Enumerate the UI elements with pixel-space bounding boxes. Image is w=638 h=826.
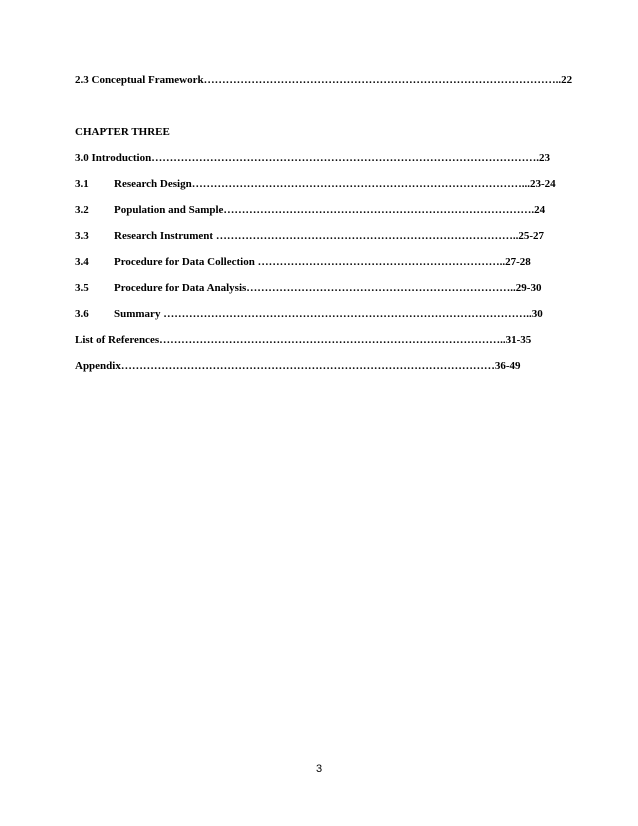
toc-entry-text: Procedure for Data Collection …………………………………………………………..27-28 bbox=[114, 256, 531, 268]
chapter-heading: CHAPTER THREE bbox=[75, 126, 170, 138]
toc-entry-text: Research Instrument ………………………………………………………………………..25-27 bbox=[114, 230, 545, 242]
toc-entry-references: List of References…………………………………………………………………………………..31-35 bbox=[75, 334, 532, 346]
toc-entry-text: Population and Sample………………………………………………………………………….24 bbox=[114, 204, 546, 216]
toc-entry-text: Summary ………………………………………………………………………………………..30 bbox=[114, 308, 543, 320]
toc-entry-number: 3.6 bbox=[75, 308, 89, 320]
toc-entry-3-5 bbox=[75, 281, 541, 295]
toc-entry-2-3: 2.3 Conceptual Framework……………………………………………………………………………………..22 bbox=[75, 74, 573, 86]
toc-entry-number: 3.5 bbox=[75, 282, 89, 294]
toc-entry-number: 3.1 bbox=[75, 178, 89, 190]
toc-entry-number: 3.3 bbox=[75, 230, 89, 242]
toc-entry-text: Research Design………………………………………………………………………………...23-24 bbox=[114, 178, 556, 190]
toc-entry-number: 3.2 bbox=[75, 204, 89, 216]
toc-entry-3-3 bbox=[75, 229, 544, 243]
page-number: 3 bbox=[315, 763, 323, 775]
toc-entry-3-6 bbox=[75, 307, 543, 321]
toc-entry-number: 3.4 bbox=[75, 256, 89, 268]
toc-entry-appendix: Appendix…………………………………………………………………………………………36-49 bbox=[75, 360, 521, 372]
toc-entry-3-0: 3.0 Introduction…………………………………………………………………………………………….23 bbox=[75, 152, 550, 164]
toc-entry-3-2 bbox=[75, 203, 545, 217]
toc-entry-3-4 bbox=[75, 255, 531, 269]
toc-entry-text: Procedure for Data Analysis………………………………………………………………..29-30 bbox=[114, 282, 542, 294]
toc-entry-3-1 bbox=[75, 177, 556, 191]
